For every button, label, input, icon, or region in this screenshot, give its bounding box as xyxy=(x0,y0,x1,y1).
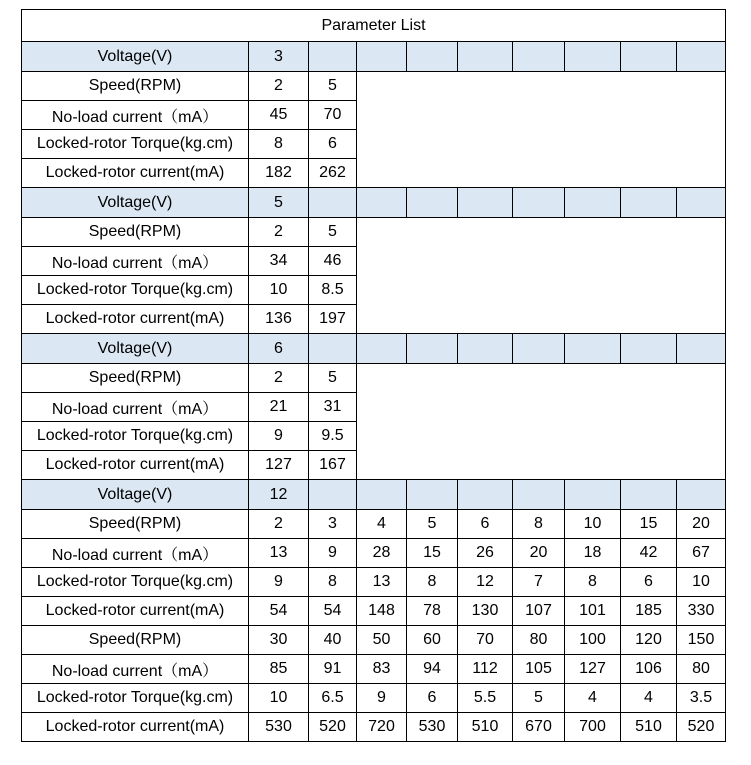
voltage-empty-cell xyxy=(513,334,565,364)
value-cell: 30 xyxy=(249,626,309,655)
locked-current-label: Locked-rotor current(mA) xyxy=(22,451,249,480)
value-cell: 182 xyxy=(249,159,309,188)
value-cell: 9 xyxy=(249,568,309,597)
value-cell: 40 xyxy=(309,626,357,655)
value-cell: 5 xyxy=(309,72,357,101)
noload-current-label: No-load current（mA） xyxy=(22,247,249,276)
value-cell: 6 xyxy=(309,130,357,159)
voltage-row xyxy=(22,334,726,364)
speed-label: Speed(RPM) xyxy=(22,510,249,539)
locked-current-label: Locked-rotor current(mA) xyxy=(22,597,249,626)
value-cell: 10 xyxy=(565,510,621,539)
value-cell: 3 xyxy=(309,510,357,539)
voltage-empty-cell xyxy=(565,188,621,218)
value-cell: 2 xyxy=(249,510,309,539)
value-cell: 15 xyxy=(621,510,677,539)
value-cell: 4 xyxy=(357,510,407,539)
value-cell: 10 xyxy=(249,684,309,713)
voltage-empty-cell xyxy=(458,334,513,364)
speed-label: Speed(RPM) xyxy=(22,364,249,393)
voltage-empty-cell xyxy=(309,480,357,510)
value-cell: 148 xyxy=(357,597,407,626)
value-cell: 91 xyxy=(309,655,357,684)
value-cell: 85 xyxy=(249,655,309,684)
noload-current-row xyxy=(22,655,726,684)
value-cell: 31 xyxy=(309,393,357,422)
noload-current-label: No-load current（mA） xyxy=(22,101,249,130)
value-cell: 6 xyxy=(621,568,677,597)
blank-area xyxy=(357,364,726,480)
voltage-label: Voltage(V) xyxy=(22,42,249,72)
value-cell: 8 xyxy=(407,568,458,597)
value-cell: 18 xyxy=(565,539,621,568)
speed-row xyxy=(22,364,726,393)
value-cell: 9.5 xyxy=(309,422,357,451)
value-cell: 530 xyxy=(407,713,458,742)
locked-torque-row xyxy=(22,568,726,597)
value-cell: 5 xyxy=(309,364,357,393)
locked-current-row xyxy=(22,597,726,626)
value-cell: 20 xyxy=(513,539,565,568)
locked-torque-label: Locked-rotor Torque(kg.cm) xyxy=(22,684,249,713)
value-cell: 167 xyxy=(309,451,357,480)
value-cell: 2 xyxy=(249,364,309,393)
value-cell: 150 xyxy=(677,626,726,655)
value-cell: 10 xyxy=(249,276,309,305)
value-cell: 67 xyxy=(677,539,726,568)
voltage-empty-cell xyxy=(357,188,407,218)
voltage-label: Voltage(V) xyxy=(22,480,249,510)
value-cell: 520 xyxy=(309,713,357,742)
blank-area xyxy=(357,72,726,188)
value-cell: 9 xyxy=(249,422,309,451)
value-cell: 720 xyxy=(357,713,407,742)
speed-label: Speed(RPM) xyxy=(22,72,249,101)
value-cell: 262 xyxy=(309,159,357,188)
voltage-empty-cell xyxy=(357,42,407,72)
value-cell: 5 xyxy=(407,510,458,539)
voltage-empty-cell xyxy=(458,42,513,72)
value-cell: 45 xyxy=(249,101,309,130)
value-cell: 10 xyxy=(677,568,726,597)
value-cell: 101 xyxy=(565,597,621,626)
voltage-row xyxy=(22,188,726,218)
voltage-empty-cell xyxy=(621,42,677,72)
voltage-label: Voltage(V) xyxy=(22,188,249,218)
voltage-empty-cell xyxy=(565,42,621,72)
value-cell: 6 xyxy=(458,510,513,539)
voltage-empty-cell xyxy=(513,188,565,218)
value-cell: 26 xyxy=(458,539,513,568)
voltage-empty-cell xyxy=(677,480,726,510)
voltage-empty-cell xyxy=(621,188,677,218)
value-cell: 94 xyxy=(407,655,458,684)
title-row xyxy=(22,10,726,42)
value-cell: 54 xyxy=(309,597,357,626)
value-cell: 5 xyxy=(309,218,357,247)
speed-row xyxy=(22,72,726,101)
locked-current-label: Locked-rotor current(mA) xyxy=(22,305,249,334)
voltage-empty-cell xyxy=(621,480,677,510)
value-cell: 54 xyxy=(249,597,309,626)
value-cell: 78 xyxy=(407,597,458,626)
voltage-row xyxy=(22,480,726,510)
value-cell: 34 xyxy=(249,247,309,276)
voltage-empty-cell xyxy=(407,480,458,510)
value-cell: 4 xyxy=(621,684,677,713)
voltage-empty-cell xyxy=(677,334,726,364)
voltage-empty-cell xyxy=(621,334,677,364)
value-cell: 9 xyxy=(309,539,357,568)
value-cell: 60 xyxy=(407,626,458,655)
value-cell: 20 xyxy=(677,510,726,539)
value-cell: 136 xyxy=(249,305,309,334)
value-cell: 50 xyxy=(357,626,407,655)
value-cell: 3.5 xyxy=(677,684,726,713)
value-cell: 8 xyxy=(565,568,621,597)
voltage-empty-cell xyxy=(513,42,565,72)
voltage-value: 3 xyxy=(249,42,309,72)
locked-torque-label: Locked-rotor Torque(kg.cm) xyxy=(22,568,249,597)
value-cell: 127 xyxy=(565,655,621,684)
value-cell: 13 xyxy=(249,539,309,568)
value-cell: 8 xyxy=(309,568,357,597)
voltage-empty-cell xyxy=(407,188,458,218)
blank-area xyxy=(357,218,726,334)
noload-current-label: No-load current（mA） xyxy=(22,539,249,568)
value-cell: 21 xyxy=(249,393,309,422)
value-cell: 120 xyxy=(621,626,677,655)
speed-label: Speed(RPM) xyxy=(22,626,249,655)
speed-label: Speed(RPM) xyxy=(22,218,249,247)
locked-torque-label: Locked-rotor Torque(kg.cm) xyxy=(22,276,249,305)
noload-current-row xyxy=(22,539,726,568)
noload-current-label: No-load current（mA） xyxy=(22,655,249,684)
value-cell: 197 xyxy=(309,305,357,334)
voltage-value: 6 xyxy=(249,334,309,364)
locked-current-row xyxy=(22,713,726,742)
value-cell: 700 xyxy=(565,713,621,742)
value-cell: 127 xyxy=(249,451,309,480)
voltage-value: 12 xyxy=(249,480,309,510)
locked-current-label: Locked-rotor current(mA) xyxy=(22,713,249,742)
value-cell: 80 xyxy=(677,655,726,684)
value-cell: 510 xyxy=(458,713,513,742)
value-cell: 2 xyxy=(249,72,309,101)
value-cell: 28 xyxy=(357,539,407,568)
value-cell: 7 xyxy=(513,568,565,597)
value-cell: 15 xyxy=(407,539,458,568)
voltage-empty-cell xyxy=(407,42,458,72)
value-cell: 185 xyxy=(621,597,677,626)
voltage-empty-cell xyxy=(357,480,407,510)
value-cell: 6.5 xyxy=(309,684,357,713)
value-cell: 13 xyxy=(357,568,407,597)
value-cell: 8 xyxy=(249,130,309,159)
locked-torque-label: Locked-rotor Torque(kg.cm) xyxy=(22,422,249,451)
value-cell: 6 xyxy=(407,684,458,713)
voltage-empty-cell xyxy=(309,42,357,72)
value-cell: 12 xyxy=(458,568,513,597)
speed-row xyxy=(22,626,726,655)
voltage-label: Voltage(V) xyxy=(22,334,249,364)
voltage-empty-cell xyxy=(565,334,621,364)
voltage-value: 5 xyxy=(249,188,309,218)
value-cell: 8.5 xyxy=(309,276,357,305)
value-cell: 46 xyxy=(309,247,357,276)
noload-current-label: No-load current（mA） xyxy=(22,393,249,422)
voltage-empty-cell xyxy=(513,480,565,510)
value-cell: 520 xyxy=(677,713,726,742)
value-cell: 2 xyxy=(249,218,309,247)
value-cell: 130 xyxy=(458,597,513,626)
voltage-empty-cell xyxy=(357,334,407,364)
value-cell: 70 xyxy=(309,101,357,130)
voltage-row xyxy=(22,42,726,72)
value-cell: 112 xyxy=(458,655,513,684)
speed-row xyxy=(22,510,726,539)
value-cell: 8 xyxy=(513,510,565,539)
locked-torque-label: Locked-rotor Torque(kg.cm) xyxy=(22,130,249,159)
value-cell: 106 xyxy=(621,655,677,684)
value-cell: 510 xyxy=(621,713,677,742)
voltage-empty-cell xyxy=(309,188,357,218)
locked-current-label: Locked-rotor current(mA) xyxy=(22,159,249,188)
parameter-table xyxy=(21,9,726,742)
voltage-empty-cell xyxy=(309,334,357,364)
value-cell: 9 xyxy=(357,684,407,713)
value-cell: 42 xyxy=(621,539,677,568)
value-cell: 83 xyxy=(357,655,407,684)
voltage-empty-cell xyxy=(407,334,458,364)
value-cell: 80 xyxy=(513,626,565,655)
speed-row xyxy=(22,218,726,247)
value-cell: 670 xyxy=(513,713,565,742)
value-cell: 107 xyxy=(513,597,565,626)
table-title: Parameter List xyxy=(22,10,726,42)
locked-torque-row xyxy=(22,684,726,713)
voltage-empty-cell xyxy=(565,480,621,510)
value-cell: 4 xyxy=(565,684,621,713)
value-cell: 105 xyxy=(513,655,565,684)
value-cell: 5 xyxy=(513,684,565,713)
value-cell: 70 xyxy=(458,626,513,655)
voltage-empty-cell xyxy=(677,42,726,72)
voltage-empty-cell xyxy=(458,480,513,510)
value-cell: 330 xyxy=(677,597,726,626)
value-cell: 530 xyxy=(249,713,309,742)
voltage-empty-cell xyxy=(677,188,726,218)
value-cell: 5.5 xyxy=(458,684,513,713)
voltage-empty-cell xyxy=(458,188,513,218)
value-cell: 100 xyxy=(565,626,621,655)
